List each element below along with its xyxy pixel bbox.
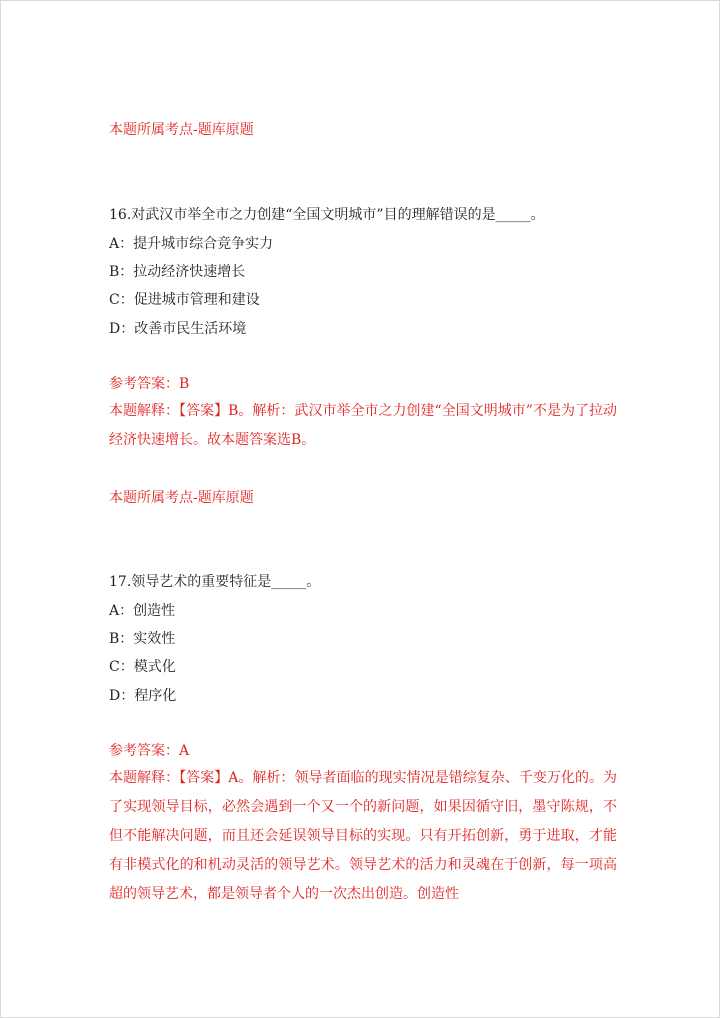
question-16-answer: 参考答案：B <box>109 376 190 392</box>
question-17-option-a: A：创造性 <box>109 603 176 619</box>
question-16-option-a: A：提升城市综合竞争实力 <box>109 236 274 252</box>
question-16-text: 16.对武汉市举全市之力创建“全国文明城市”目的理解错误的是_____。 <box>109 207 545 223</box>
question-16-option-b: B：拉动经济快速增长 <box>109 264 246 280</box>
question-17-text: 17.领导艺术的重要特征是_____。 <box>109 574 321 590</box>
question-16-option-d: D：改善市民生活环境 <box>109 321 247 337</box>
section-label-top: 本题所属考点-题库原题 <box>109 122 254 138</box>
question-16-option-c: C：促进城市管理和建设 <box>109 292 260 308</box>
question-17-option-b: B：实效性 <box>109 631 176 647</box>
question-17-option-d: D：程序化 <box>109 688 177 704</box>
question-17-option-c: C：模式化 <box>109 659 176 675</box>
question-16-section-label: 本题所属考点-题库原题 <box>109 490 254 506</box>
question-17-explanation: 本题解释：【答案】A。解析：领导者面临的现实情况是错综复杂、千变万化的。为了实现领导目标，必然会遇到一个又一个的新问题，如果因循守旧，墨守陈规，不但不能解决问题，而且还会延误领导目标的实现。只有开拓创新，勇于进取，才能有非模式化的和机动灵活的领导艺术。领导艺术的活力和灵魂在于创新，每一项高超的领导艺术，都是领导者个人的一次杰出创造。创造性 <box>109 770 617 902</box>
question-17-answer: 参考答案：A <box>109 743 190 759</box>
question-16-explanation: 本题解释：【答案】B。解析：武汉市举全市之力创建“全国文明城市”不是为了拉动经济快速增长。故本题答案选B。 <box>109 403 617 448</box>
